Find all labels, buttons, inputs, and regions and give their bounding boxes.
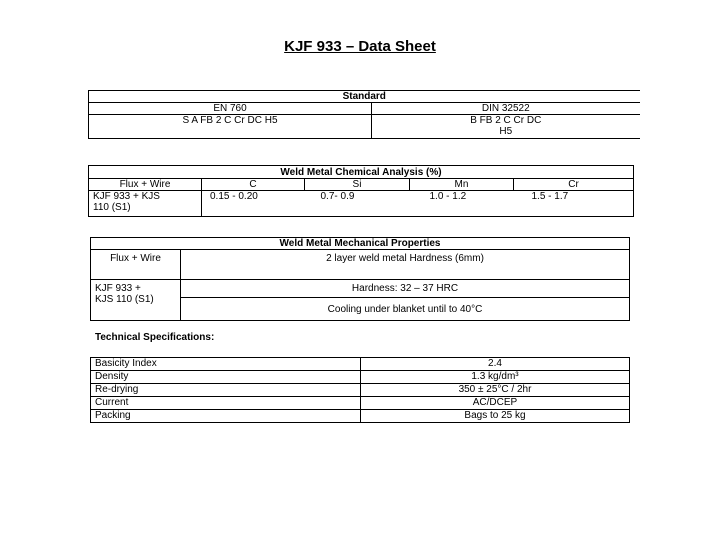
tech-row-packing-name: Packing bbox=[91, 410, 361, 423]
chemical-row-flux-wire bbox=[89, 191, 202, 217]
mechanical-header: Weld Metal Mechanical Properties bbox=[91, 238, 630, 250]
tech-row-redrying-name: Re-drying bbox=[91, 384, 361, 397]
tech-row-density-value: 1.3 kg/dm³ bbox=[361, 371, 630, 384]
tech-row-packing-value: Bags to 25 kg bbox=[361, 410, 630, 423]
tech-row-basicity-value: 2.4 bbox=[361, 358, 630, 371]
technical-specs-label: Technical Specifications: bbox=[95, 332, 215, 343]
tech-row-density-name: Density bbox=[91, 371, 361, 384]
chemical-col-flux-wire: Flux + Wire bbox=[89, 179, 202, 191]
chemical-header: Weld Metal Chemical Analysis (%) bbox=[89, 166, 634, 179]
mechanical-combo-line1: KJF 933 + bbox=[95, 283, 141, 294]
mechanical-cooling: Cooling under blanket until to 40°C bbox=[181, 298, 630, 321]
mechanical-condition: 2 layer weld metal Hardness (6mm) bbox=[181, 250, 630, 280]
chemical-col-c: C bbox=[202, 179, 305, 191]
standard-en760-value: S A FB 2 C Cr DC H5 bbox=[89, 115, 372, 139]
standard-din32522-value bbox=[372, 115, 640, 139]
tech-row-basicity-name: Basicity Index bbox=[91, 358, 361, 371]
page-title: KJF 933 – Data Sheet bbox=[284, 38, 436, 55]
chemical-analysis-table bbox=[88, 165, 634, 217]
chemical-value-c: 0.15 - 0.20 bbox=[202, 191, 305, 217]
technical-specs-table bbox=[90, 357, 630, 423]
standard-header: Standard bbox=[89, 91, 640, 103]
standard-en760-label: EN 760 bbox=[89, 103, 372, 115]
chemical-row-flux-wire-line1: KJF 933 + KJS bbox=[93, 191, 160, 202]
chemical-row-flux-wire-line2: 110 (S1) bbox=[93, 202, 131, 213]
mechanical-combo-line2: KJS 110 (S1) bbox=[95, 294, 154, 305]
chemical-col-si: Si bbox=[305, 179, 410, 191]
tech-row-redrying-value: 350 ± 25°C / 2hr bbox=[361, 384, 630, 397]
standard-din32522-value-line1: B FB 2 C Cr DC bbox=[470, 115, 542, 126]
standard-din32522-label: DIN 32522 bbox=[372, 103, 640, 115]
mechanical-properties-table bbox=[90, 237, 630, 321]
tech-row-current-value: AC/DCEP bbox=[361, 397, 630, 410]
tech-row-current-name: Current bbox=[91, 397, 361, 410]
mechanical-combo bbox=[91, 280, 181, 321]
chemical-col-mn: Mn bbox=[410, 179, 514, 191]
chemical-value-cr: 1.5 - 1.7 bbox=[514, 191, 634, 217]
standard-din32522-value-line2: H5 bbox=[499, 126, 513, 137]
standard-table bbox=[88, 90, 640, 139]
mechanical-flux-wire-label: Flux + Wire bbox=[91, 250, 181, 280]
chemical-value-mn: 1.0 - 1.2 bbox=[410, 191, 514, 217]
chemical-col-cr: Cr bbox=[514, 179, 634, 191]
mechanical-hardness: Hardness: 32 – 37 HRC bbox=[181, 280, 630, 298]
chemical-value-si: 0.7- 0.9 bbox=[305, 191, 410, 217]
